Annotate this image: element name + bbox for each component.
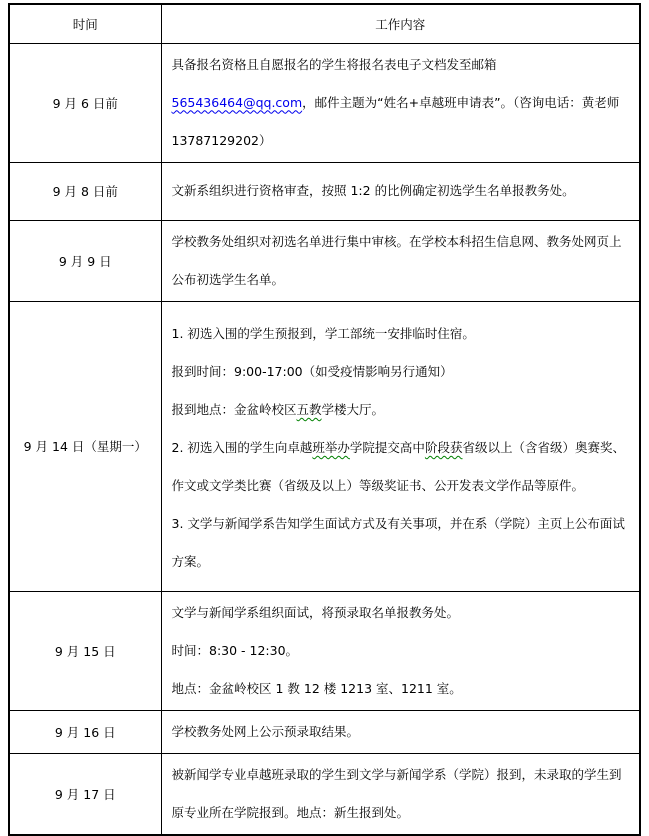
row4-paragraph-4 xyxy=(172,429,634,505)
table-row xyxy=(9,43,640,162)
row4-p3-text: 报到地点：金盆岭校区 xyxy=(171,402,297,417)
content-cell xyxy=(161,301,640,591)
row4-paragraph-3 xyxy=(172,391,634,429)
content-cell xyxy=(161,591,640,710)
row5-paragraph-2: 时间：8:30 - 12:30。 xyxy=(171,642,299,658)
table-row xyxy=(9,753,640,835)
row5-paragraph-1: 文学与新闻学系组织面试，将预录取名单报教务处。 xyxy=(171,604,460,620)
row6-paragraph: 学校教务处网上公示预录取结果。 xyxy=(171,723,360,739)
content-cell xyxy=(161,220,640,301)
time-cell: 9 月 17 日 xyxy=(9,753,161,835)
row4-paragraph-2: 报到时间：9:00-17:00（如受疫情影响另行通知） xyxy=(171,364,453,379)
content-cell xyxy=(161,710,640,753)
row4-p4-text-mid: 学院提交高中 xyxy=(349,440,425,455)
row3-paragraph: 学校教务处组织对初选名单进行集中审核。在学校本科招生信息网、教务处网页上公布初选学生名单。 xyxy=(171,233,622,287)
row4-p4-text-after: 省级以上（含省级）奥赛奖、作文或文学类比赛（省级及以上）等级奖证书、公开发表文学作品等原件。 xyxy=(171,440,625,493)
row4-p3-text-after: 学楼大厅。 xyxy=(321,402,385,417)
spellcheck-squiggle-text: 五教 xyxy=(296,402,322,417)
row5-paragraph-3: 地点：金盆岭校区 1 教 12 楼 1213 室、1211 室。 xyxy=(171,680,462,696)
row2-paragraph: 文新系组织进行资格审查，按照 1:2 的比例确定初选学生名单报教务处。 xyxy=(171,183,575,198)
row1-text-before-email: 具备报名资格且自愿报名的学生将报名表电子文档发至邮箱 xyxy=(171,56,497,72)
row1-text-after-email: ，邮件主题为“姓名+卓越班申请表”。（咨询电话：黄老师 13787129202） xyxy=(171,94,620,148)
row4-paragraph-1: 1. 初选入围的学生预报到，学工部统一安排临时住宿。 xyxy=(171,326,475,341)
table-row xyxy=(9,162,640,220)
time-cell: 9 月 15 日 xyxy=(9,591,161,710)
content-cell xyxy=(161,43,640,162)
time-cell: 9 月 14 日（星期一） xyxy=(9,301,161,591)
time-cell: 9 月 16 日 xyxy=(9,710,161,753)
header-time: 时间 xyxy=(9,4,161,43)
spellcheck-squiggle-text: 阶段获 xyxy=(424,440,463,455)
table-header-row xyxy=(9,4,640,43)
schedule-table xyxy=(8,3,641,836)
table-row xyxy=(9,301,640,591)
row4-paragraph-5: 3. 文学与新闻学系告知学生面试方式及有关事项，并在系（学院）主页上公布面试方案。 xyxy=(171,516,625,569)
email-link[interactable]: 565436464@qq.com xyxy=(171,94,303,110)
row1-paragraph xyxy=(172,46,634,160)
table-row xyxy=(9,591,640,710)
time-cell: 9 月 9 日 xyxy=(9,220,161,301)
header-content: 工作内容 xyxy=(161,4,640,43)
content-cell xyxy=(161,753,640,835)
row4-p4-text: 2. 初选入围的学生向卓越 xyxy=(171,440,313,455)
time-cell: 9 月 6 日前 xyxy=(9,43,161,162)
table-row xyxy=(9,710,640,753)
spellcheck-squiggle-text: 班举办 xyxy=(312,440,350,455)
table-row xyxy=(9,220,640,301)
row7-paragraph: 被新闻学专业卓越班录取的学生到文学与新闻学系（学院）报到，未录取的学生到原专业所在学院报到。地点：新生报到处。 xyxy=(171,766,622,820)
content-cell xyxy=(161,162,640,220)
time-cell: 9 月 8 日前 xyxy=(9,162,161,220)
